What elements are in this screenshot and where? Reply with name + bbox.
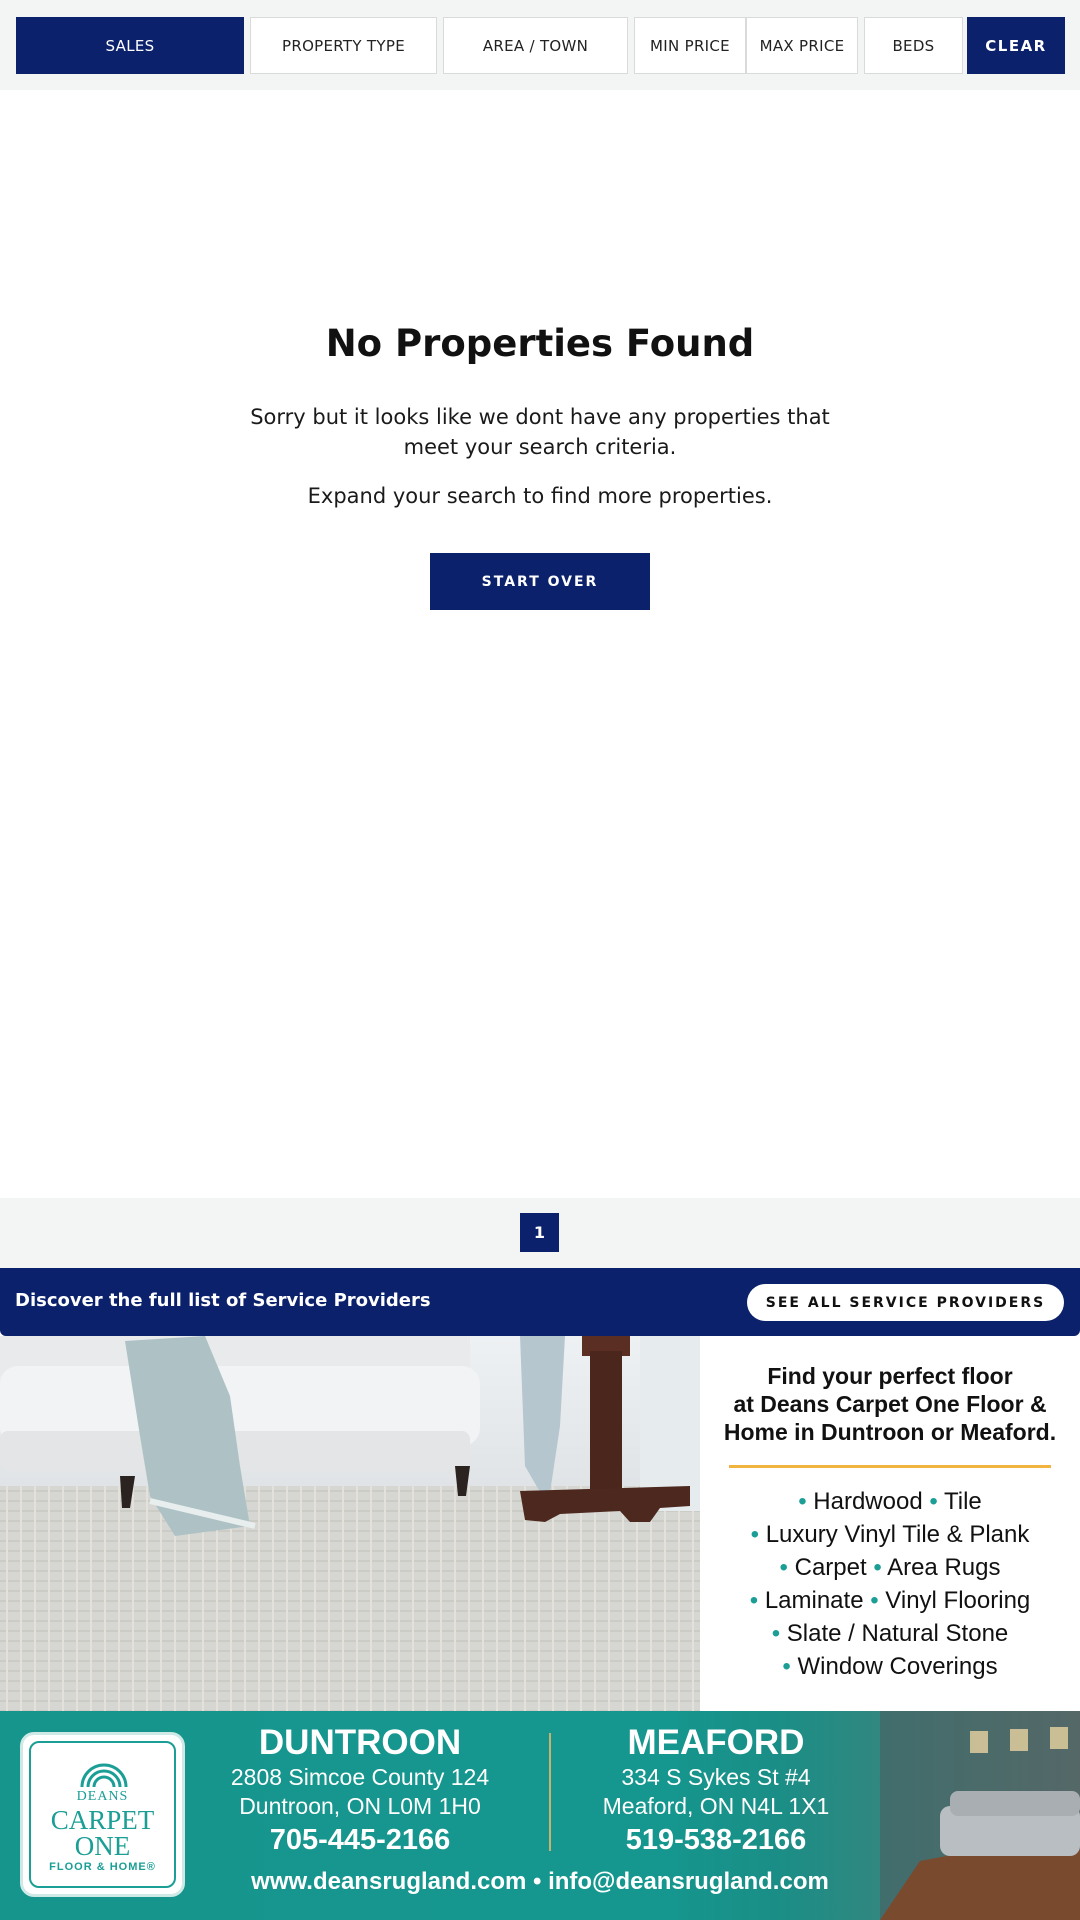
location-address-line: Meaford, ON N4L 1X1: [602, 1793, 830, 1819]
ad-divider: [729, 1465, 1051, 1468]
product-line: • Carpet • Area Rugs: [779, 1554, 1001, 1581]
location-meaford: [566, 1723, 866, 1859]
max-price-dropdown[interactable]: MAX PRICE: [746, 17, 858, 74]
location-address-line: 2808 Simcoe County 124: [230, 1764, 490, 1790]
location-city: MEAFORD: [627, 1723, 805, 1762]
product-line: • Laminate • Vinyl Flooring: [749, 1587, 1031, 1614]
sales-filter-button[interactable]: SALES: [16, 17, 244, 74]
no-results-title: No Properties Found: [325, 322, 755, 365]
logo-rainbow-icon: [72, 1749, 132, 1789]
logo-text-floor-home: FLOOR & HOME®: [49, 1861, 156, 1873]
beds-dropdown[interactable]: BEDS: [864, 17, 963, 74]
location-phone[interactable]: 519-538-2166: [625, 1824, 807, 1856]
area-town-dropdown[interactable]: AREA / TOWN: [443, 17, 628, 74]
location-city: DUNTROON: [258, 1723, 462, 1762]
service-providers-text: Discover the full list of Service Providers: [15, 1290, 431, 1311]
ad-headline-line: Home in Duntroon or Meaford.: [723, 1419, 1057, 1445]
location-divider: [549, 1733, 551, 1851]
location-address-line: 334 S Sykes St #4: [621, 1764, 811, 1790]
clear-filters-button[interactable]: CLEAR: [967, 17, 1065, 74]
location-phone[interactable]: 705-445-2166: [269, 1824, 451, 1856]
see-all-service-providers-button[interactable]: SEE ALL SERVICE PROVIDERS: [747, 1284, 1064, 1321]
product-line: • Slate / Natural Stone: [771, 1620, 1009, 1647]
product-line: • Luxury Vinyl Tile & Plank: [750, 1521, 1030, 1548]
location-duntroon: [210, 1723, 510, 1859]
min-price-dropdown[interactable]: MIN PRICE: [634, 17, 746, 74]
no-results-hint: Expand your search to find more properties.: [307, 484, 773, 508]
product-line: • Window Coverings: [782, 1653, 998, 1680]
ad-contact-line[interactable]: www.deansrugland.com • info@deansrugland.com: [251, 1868, 829, 1895]
location-address-line: Duntroon, ON L0M 1H0: [239, 1793, 481, 1819]
logo-text-deans: DEANS: [76, 1789, 129, 1804]
ad-headline-line: Find your perfect floor: [767, 1363, 1013, 1389]
room-illustration: [0, 1336, 700, 1711]
ad-product-list: [700, 1485, 1080, 1683]
no-results-message: Sorry but it looks like we dont have any properties that meet your search criteria.: [250, 405, 830, 459]
ad-room-photo[interactable]: [0, 1336, 700, 1711]
page-1-button[interactable]: 1: [520, 1213, 559, 1252]
ad-headline: [715, 1362, 1065, 1446]
ad-headline-line: at Deans Carpet One Floor &: [733, 1391, 1047, 1417]
start-over-button[interactable]: START OVER: [430, 553, 650, 610]
product-line: • Hardwood • Tile: [798, 1488, 982, 1515]
logo-text-carpet-one: CARPET ONE: [50, 1805, 155, 1861]
property-type-dropdown[interactable]: PROPERTY TYPE: [250, 17, 437, 74]
living-room-thumbnail: [880, 1711, 1080, 1920]
